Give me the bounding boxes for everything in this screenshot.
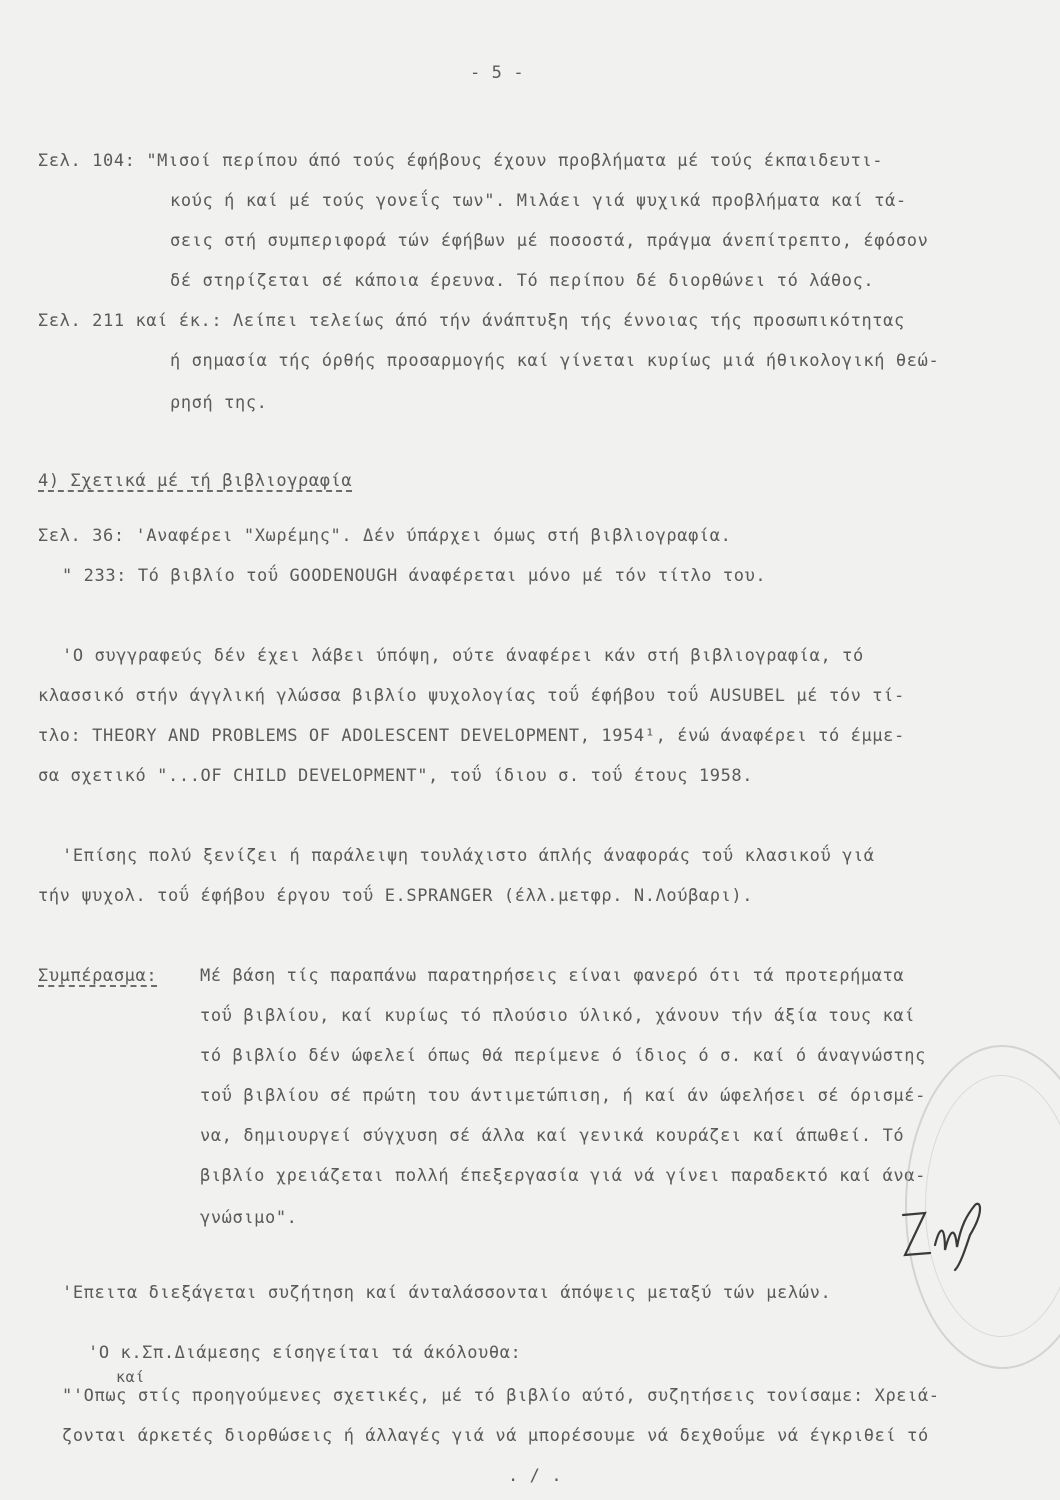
text-line: βιβλίο χρειάζεται πολλή έπεξεργασία γιά νά γίνει παραδεκτό καί άνα- xyxy=(200,1166,926,1186)
text-line: ρησή της. xyxy=(170,393,268,413)
text-line: δέ στηρίζεται σέ κάποια έρευνα. Τό περίπου δέ διορθώνει τό λάθος. xyxy=(170,271,875,291)
text-line: τήν ψυχολ. τοΰ έφήβου έργου τοΰ E.SPRANGER (έλλ.μετφρ. Ν.Λούβαρι). xyxy=(38,886,754,906)
text-line: γνώσιμο". xyxy=(200,1208,298,1228)
interlinear-note: καί xyxy=(116,1368,145,1386)
page-number: - 5 - xyxy=(470,63,525,83)
handwritten-signature xyxy=(895,1195,995,1275)
text-line: 'Ο κ.Σπ.Διάμεσης είσηγείται τά άκόλουθα: xyxy=(88,1343,522,1363)
text-line: Σελ. 36: 'Αναφέρει "Χωρέμης". Δέν ύπάρχει όμως στή βιβλιογραφία. xyxy=(38,526,732,546)
text-line: 'Ο συγγραφεύς δέν έχει λάβει ύπόψη, ούτε άναφέρει κάν στή βιβλιογραφία, τό xyxy=(62,646,864,666)
text-line: 4) Σχετικά μέ τή βιβλιογραφία xyxy=(38,471,353,491)
text-line: Μέ βάση τίς παραπάνω παρατηρήσεις είναι φανερό ότι τά προτερήματα xyxy=(200,966,905,986)
text-line: . / . xyxy=(508,1466,563,1486)
text-line: σα σχετικό "...OF CHILD DEVELOPMENT", τοΰ ίδιου σ. τοΰ έτους 1958. xyxy=(38,766,754,786)
text-line: σεις στή συμπεριφορά τών έφήβων μέ ποσοστά, πράγμα άνεπίτρεπτο, έφόσον xyxy=(170,231,929,251)
text-line: "'Οπως στίς προηγούμενες σχετικές, μέ τό βιβλίο αύτό, συζητήσεις τονίσαμε: Χρειά- xyxy=(62,1386,940,1406)
text-line: Σελ. 211 καί έκ.: Λείπει τελείως άπό τήν άνάπτυξη τής έννοιας τής προσωπικότητας xyxy=(38,311,905,331)
text-line: τοΰ βιβλίου σέ πρώτη του άντιμετώπιση, ή καί άν ώφελήσει σέ όρισμέ- xyxy=(200,1086,926,1106)
text-line: 'Επειτα διεξάγεται συζήτηση καί άνταλάσσονται άπόψεις μεταξύ τών μελών. xyxy=(62,1283,832,1303)
text-line: να, δημιουργεί σύγχυση σέ άλλα καί γενικά κουράζει καί άπωθεί. Τό xyxy=(200,1126,905,1146)
text-line: ζονται άρκετές διορθώσεις ή άλλαγές γιά νά μπορέσουμε νά δεχθοΰμε νά έγκριθεί τό xyxy=(62,1426,929,1446)
text-line: " 233: Τό βιβλίο τοΰ GOODENOUGH άναφέρεται μόνο μέ τόν τίτλο του. xyxy=(62,566,767,586)
text-line: τοΰ βιβλίου, καί κυρίως τό πλούσιο ύλικό, χάνουν τήν άξία τους καί xyxy=(200,1006,916,1026)
text-line: τό βιβλίο δέν ώφελεί όπως θά περίμενε ό ίδιος ό σ. καί ό άναγνώστης xyxy=(200,1046,926,1066)
text-line: Συμπέρασμα: xyxy=(38,966,158,986)
text-line: ή σημασία τής όρθής προσαρμογής καί γίνεται κυρίως μιά ήθικολογική θεώ- xyxy=(170,351,940,371)
text-line: κούς ή καί μέ τούς γονεΐς των". Μιλάει γιά ψυχικά προβλήματα καί τά- xyxy=(170,191,907,211)
text-line: τλο: THEORY AND PROBLEMS OF ADOLESCENT DEVELOPMENT, 1954¹, ένώ άναφέρει τό έμμε- xyxy=(38,726,905,746)
text-line: Σελ. 104: "Μισοί περίπου άπό τούς έφήβους έχουν προβλήματα μέ τούς έκπαιδευτι- xyxy=(38,151,884,171)
text-line: κλασσικό στήν άγγλική γλώσσα βιβλίο ψυχολογίας τοΰ έφήβου τοΰ AUSUBEL μέ τόν τί- xyxy=(38,686,905,706)
text-line: 'Επίσης πολύ ξενίζει ή παράλειψη τουλάχιστο άπλής άναφοράς τοΰ κλασικοΰ γιά xyxy=(62,846,875,866)
